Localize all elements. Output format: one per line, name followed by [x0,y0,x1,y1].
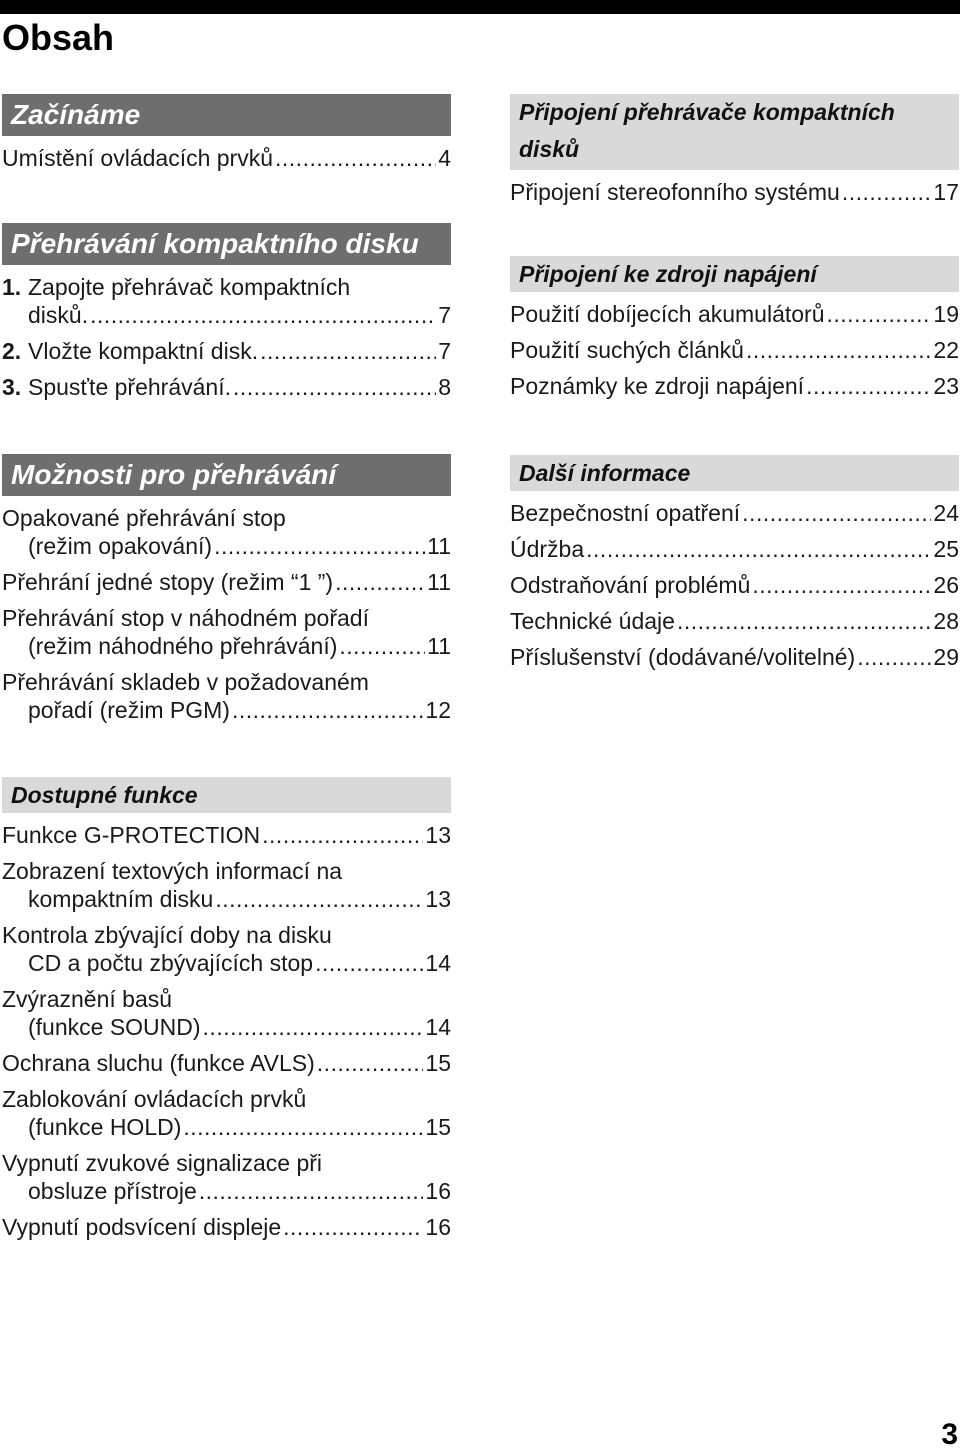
section-heading: Připojení ke zdroji napájení [510,256,959,292]
toc-entry-title: Příslušenství (dodávané/volitelné) [510,644,856,670]
toc-entry[interactable] [2,373,451,401]
toc-entry-line [2,921,451,949]
toc-entry-title: Vypnutí podsvícení displeje [2,1214,282,1240]
toc-entry[interactable] [510,499,959,527]
toc-entry-title: (režim náhodného přehrávání) [28,633,338,659]
toc-list [2,144,451,172]
toc-list [510,300,959,400]
toc-entry-line [510,300,959,328]
toc-entry-line [2,301,451,329]
section-getting-started [2,94,451,180]
toc-entry-page: 24 [933,500,959,526]
toc-entry[interactable] [510,336,959,364]
toc-entry-page: 12 [425,697,451,723]
section-heading [510,94,959,170]
toc-entry-line [2,985,451,1013]
toc-entry-line [2,337,451,365]
toc-entry-page: 22 [933,337,959,363]
toc-entry-title: Údržba [510,536,585,562]
section-heading-line: Připojení přehrávače kompaktních [519,99,895,125]
toc-entry-title: Poznámky ke zdroji napájení [510,373,805,399]
toc-entry-page: 28 [933,608,959,634]
leader-dots [183,1113,423,1141]
leader-dots [233,373,436,401]
toc-entry-page: 29 [933,644,959,670]
section-heading: Možnosti pro přehrávání [2,454,451,496]
toc-entry-title: Funkce G-PROTECTION [2,822,261,848]
leader-dots [199,1177,424,1205]
toc-entry-title: Přehrání jedné stopy (režim “1 ”) [2,569,334,595]
leader-dots [842,178,932,206]
toc-entry-line [510,607,959,635]
toc-entry-line [2,1085,451,1113]
toc-list [2,504,451,724]
leader-dots [746,336,931,364]
leader-dots [586,535,931,563]
toc-entry[interactable] [510,643,959,671]
toc-entry-title: Kontrola zbývající doby na disku [2,922,332,948]
toc-entry-line [2,857,451,885]
leader-dots [339,632,425,660]
leader-dots [677,607,931,635]
toc-entry-title: Použití dobíjecích akumulátorů [510,301,825,327]
toc-entry-number: 3. [2,374,22,400]
section-heading-line: disků [519,136,580,162]
toc-entry-page: 7 [438,338,451,364]
leader-dots [315,949,423,977]
toc-entry-title: Opakované přehrávání stop [2,505,286,531]
toc-entry-title: Vložte kompaktní disk. [28,338,259,364]
section-heading: Přehrávání kompaktního disku [2,223,451,265]
leader-dots [742,499,931,527]
toc-entry-line [2,632,451,660]
toc-entry[interactable] [2,1085,451,1141]
section-cd-playback [2,223,451,409]
toc-entry-page: 16 [425,1214,451,1240]
toc-entry-line [2,373,451,401]
leader-dots [232,696,423,724]
leader-dots [857,643,931,671]
toc-entry-line [2,144,451,172]
top-rule [0,0,960,14]
toc-entry-title: kompaktním disku [28,886,214,912]
leader-dots [260,337,436,365]
toc-entry-page: 11 [427,633,451,659]
toc-entry[interactable] [2,1149,451,1205]
toc-entry-title: Přehrávání stop v náhodném pořadí [2,605,369,631]
toc-entry-title: (funkce HOLD) [28,1114,182,1140]
toc-entry-page: 13 [425,822,451,848]
toc-entry-line [2,1213,451,1241]
toc-entry[interactable] [510,300,959,328]
toc-entry-title: Umístění ovládacích prvků [2,145,274,171]
toc-entry-title: CD a počtu zbývajících stop [28,950,314,976]
toc-entry[interactable] [2,504,451,560]
toc-entry-title: Vypnutí zvukové signalizace při [2,1150,323,1176]
toc-entry-title: disků. [28,302,89,328]
toc-entry-title: (funkce SOUND) [28,1014,201,1040]
section-heading: Začínáme [2,94,451,136]
toc-entry-line [2,604,451,632]
leader-dots [335,568,425,596]
leader-dots [283,1213,423,1241]
toc-entry[interactable] [2,568,451,596]
toc-entry[interactable] [2,1213,451,1241]
toc-entry[interactable] [2,921,451,977]
toc-list [510,178,959,206]
toc-entry-page: 16 [425,1178,451,1204]
toc-list [510,499,959,671]
leader-dots [215,885,423,913]
leader-dots [806,372,931,400]
toc-entry-page: 23 [933,373,959,399]
toc-entry-line [2,1013,451,1041]
toc-entry-title: obsluze přístroje [28,1178,197,1204]
toc-entry-number: 2. [2,338,22,364]
toc-entry-page: 14 [425,1014,451,1040]
toc-entry-line [510,372,959,400]
toc-entry-line [510,336,959,364]
toc-entry-title: Bezpečnostní opatření [510,500,741,526]
page-title: Obsah [2,17,115,58]
toc-entry-page: 4 [438,145,451,171]
toc-entry-title: (režim opakování) [28,533,213,559]
toc-entry-page: 8 [438,374,451,400]
toc-entry[interactable] [510,607,959,635]
toc-entry-page: 25 [933,536,959,562]
toc-entry-line [510,643,959,671]
toc-entry[interactable] [2,821,451,849]
toc-entry[interactable] [510,571,959,599]
toc-entry-page: 13 [425,886,451,912]
toc-entry-title: Zapojte přehrávač kompaktních [28,274,351,300]
toc-entry[interactable] [510,535,959,563]
toc-entry-line [2,949,451,977]
toc-entry[interactable] [2,985,451,1041]
toc-entry-line [510,571,959,599]
toc-entry-line [2,568,451,596]
leader-dots [90,301,436,329]
toc-entry-title: Připojení stereofonního systému [510,179,840,205]
toc-entry-line [2,885,451,913]
section-more-info [510,455,959,679]
toc-entry[interactable] [2,337,451,365]
toc-entry-line [510,535,959,563]
toc-entry-page: 17 [933,179,959,205]
toc-entry[interactable] [510,372,959,400]
toc-entry-title: Přehrávání skladeb v požadovaném [2,669,369,695]
toc-entry-title: Zvýraznění basů [2,986,173,1012]
toc-list [2,821,451,1241]
toc-entry-line [2,1149,451,1177]
toc-entry-line [2,1177,451,1205]
toc-entry[interactable] [2,857,451,913]
toc-entry-line [2,668,451,696]
section-power-supply [510,256,959,408]
toc-entry-line [2,532,451,560]
toc-entry[interactable] [2,144,451,172]
toc-entry-line [2,273,451,301]
leader-dots [214,532,425,560]
toc-entry[interactable] [2,1049,451,1077]
toc-entry-line [2,696,451,724]
toc-entry[interactable] [2,604,451,660]
toc-entry-line [2,1049,451,1077]
leader-dots [752,571,931,599]
toc-entry-title: Spusťte přehrávání. [28,374,231,400]
toc-entry-page: 7 [438,302,451,328]
toc-entry-line [510,499,959,527]
toc-entry-title: Zobrazení textových informací na [2,858,343,884]
toc-entry-title: Zablokování ovládacích prvků [2,1086,307,1112]
section-available-functions [2,777,451,1249]
toc-entry-page: 14 [425,950,451,976]
toc-entry[interactable] [2,668,451,724]
toc-entry-line [2,504,451,532]
toc-entry[interactable] [510,178,959,206]
toc-entry-page: 26 [933,572,959,598]
toc-entry-line [2,821,451,849]
section-heading: Další informace [510,455,959,491]
toc-entry-number: 1. [2,274,22,300]
toc-entry-line [510,178,959,206]
leader-dots [262,821,423,849]
toc-entry-title: Technické údaje [510,608,675,634]
section-heading: Dostupné funkce [2,777,451,813]
leader-dots [317,1049,424,1077]
leader-dots [203,1013,424,1041]
leader-dots [275,144,436,172]
section-connecting-player [510,94,959,214]
leader-dots [827,300,932,328]
toc-entry-title: pořadí (režim PGM) [28,697,230,723]
toc-entry[interactable] [2,273,451,329]
page-number: 3 [941,1418,958,1451]
toc-entry-page: 11 [427,569,451,595]
toc-entry-page: 15 [425,1114,451,1140]
toc-entry-page: 11 [427,533,451,559]
toc-entry-title: Ochrana sluchu (funkce AVLS) [2,1050,315,1076]
toc-entry-title: Použití suchých článků [510,337,744,363]
toc-entry-page: 15 [425,1050,451,1076]
toc-entry-page: 19 [933,301,959,327]
toc-list [2,273,451,401]
section-playback-options [2,454,451,732]
toc-entry-title: Odstraňování problémů [510,572,751,598]
toc-entry-line [2,1113,451,1141]
